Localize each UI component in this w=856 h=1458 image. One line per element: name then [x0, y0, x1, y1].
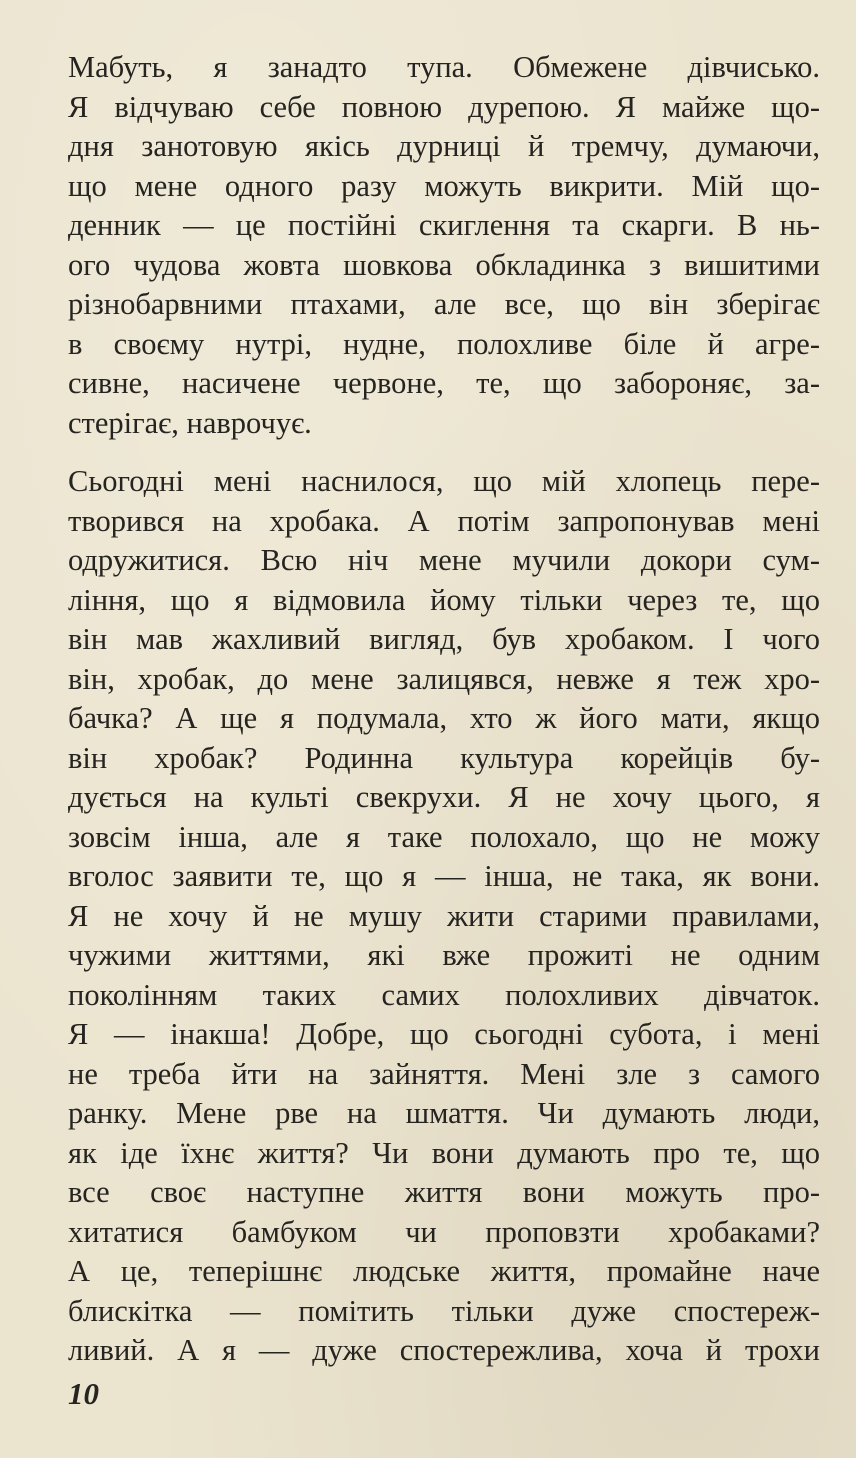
text-line: він хробак? Родинна культура корейців бу-	[68, 740, 820, 775]
text-line: дня занотовую якісь дурниці й тремчу, думаючи,	[68, 129, 820, 163]
text-line: сивне, насичене червоне, те, що забороняє, за-	[68, 366, 820, 400]
text-line: не треба йти на зайняття. Мені зле з самого	[68, 1056, 820, 1091]
text-line: хитатися бамбуком чи проповзти хробаками?	[68, 1214, 820, 1249]
text-line: поколінням таких самих полохливих дівчаток.	[68, 977, 820, 1012]
page-number: 10	[68, 1376, 99, 1411]
paragraph-2	[68, 462, 820, 1371]
text-line: Мабуть, я занадто тупа. Обмежене дівчисько.	[68, 50, 820, 84]
text-line: одружитися. Всю ніч мене мучили докори сум-	[68, 543, 820, 577]
text-line: Я — інакша! Добре, що сьогодні субота, і мені	[68, 1017, 820, 1051]
text-line: вголос заявити те, що я — інша, не така, як вони.	[68, 859, 820, 893]
text-line: зовсім інша, але я таке полохало, що не можу	[68, 819, 820, 854]
text-line: творився на хробака. А потім запропонував мені	[68, 503, 820, 538]
text-line: стерігає, наврочує.	[68, 405, 312, 440]
text-line: різнобарвними птахами, але все, що він зберігає	[68, 287, 820, 321]
text-line: ранку. Мене рве на шмаття. Чи думають люди,	[68, 1096, 820, 1130]
text-line: Я відчуваю себе повною дурепою. Я майже що-	[68, 89, 820, 124]
text-line: як іде їхнє життя? Чи вони думають про те, що	[68, 1135, 820, 1170]
text-line: денник — це постійні скиглення та скарги. В нь-	[68, 208, 820, 242]
text-line: ого чудова жовта шовкова обкладинка з вишитими	[68, 247, 820, 282]
text-line: він мав жахливий вигляд, був хробаком. І чого	[68, 622, 820, 656]
text-line: він, хробак, до мене залицявся, невже я теж хро-	[68, 661, 820, 696]
text-line: А це, теперішнє людське життя, промайне наче	[68, 1254, 820, 1288]
text-line: ливий. А я — дуже спостережлива, хоча й трохи	[68, 1333, 820, 1367]
text-line: бачка? А ще я подумала, хто ж його мати, якщо	[68, 701, 820, 735]
text-line: ління, що я відмовила йому тільки через те, що	[68, 582, 820, 617]
text-line: Я не хочу й не мушу жити старими правилами,	[68, 898, 820, 933]
text-line: блискітка — помітить тільки дуже спостереж-	[68, 1293, 820, 1328]
text-line: дується на культі свекрухи. Я не хочу цього, я	[68, 780, 820, 814]
text-line: в своєму нутрі, нудне, полохливе біле й агре-	[68, 326, 820, 361]
text-line: чужими життями, які вже прожиті не одним	[68, 938, 820, 972]
text-line: все своє наступне життя вони можуть про-	[68, 1175, 820, 1209]
paragraph-1	[68, 48, 820, 443]
text-line: Сьогодні мені наснилося, що мій хлопець пере-	[68, 464, 820, 498]
text-line: що мене одного разу можуть викрити. Мій що-	[68, 168, 820, 203]
